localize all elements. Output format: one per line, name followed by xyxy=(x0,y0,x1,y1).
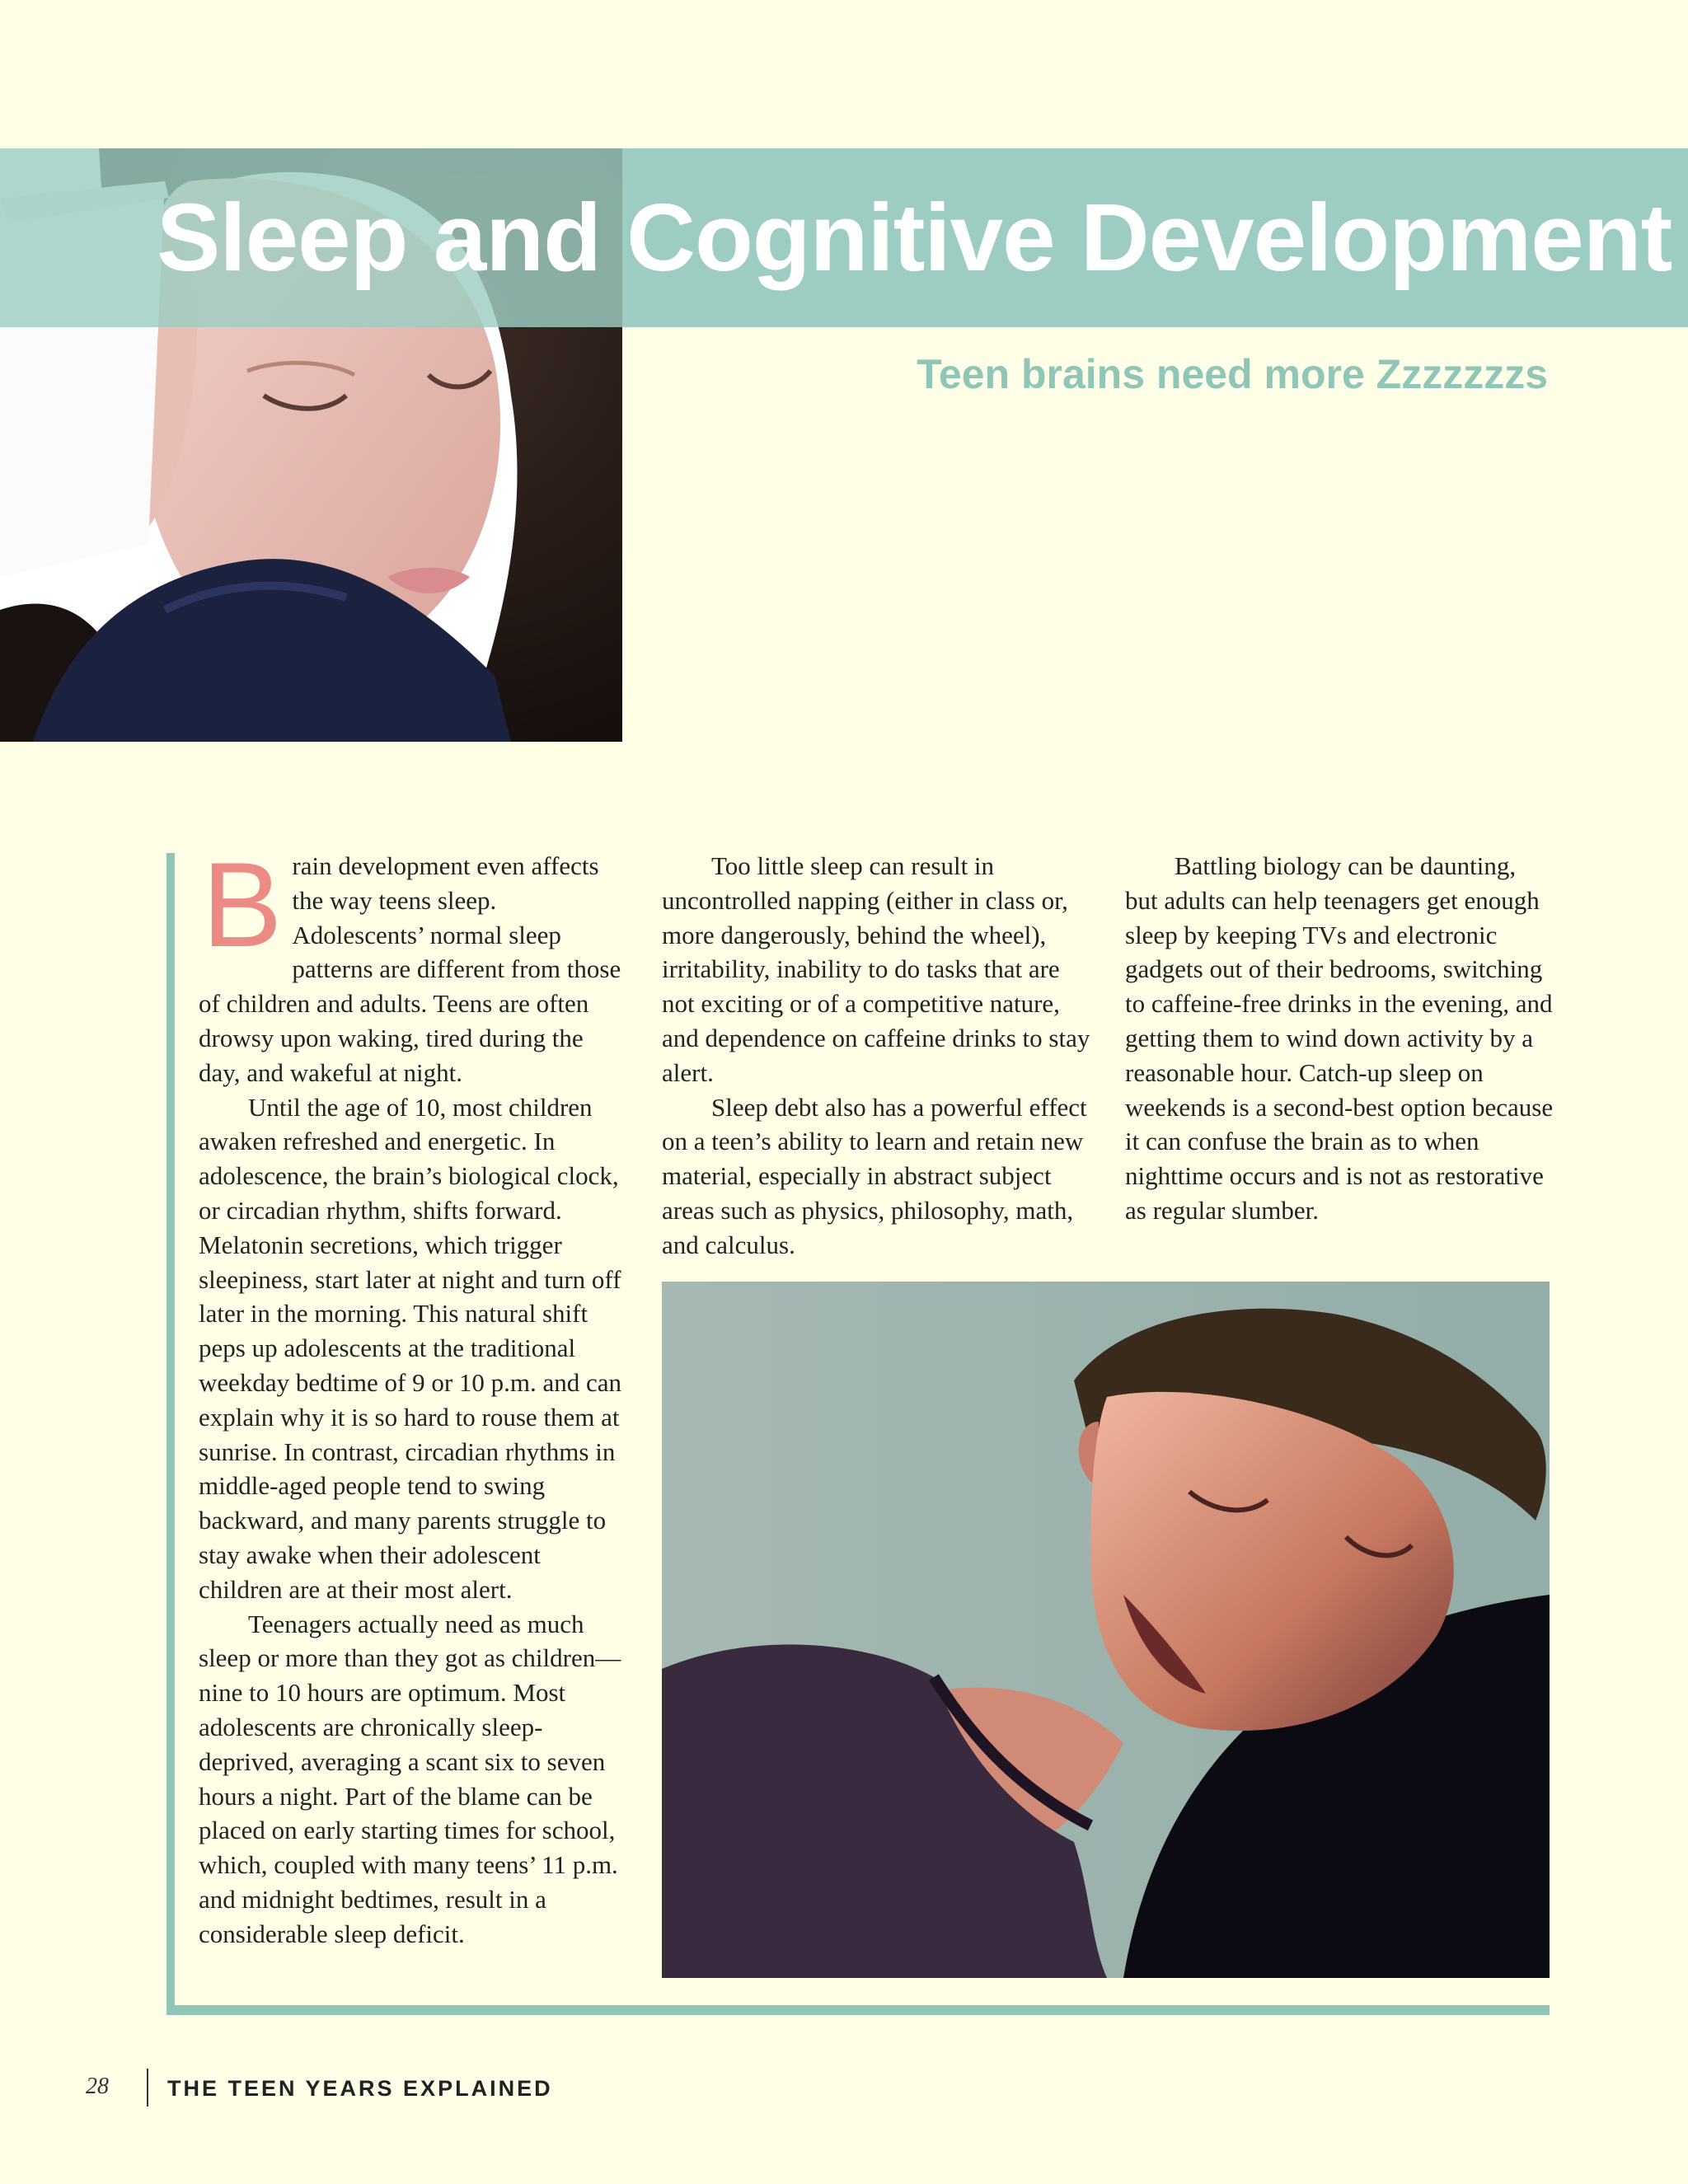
paragraph: Battling biology can be daunting, but adults can help teenagers get enough sleep by keeping TVs and electronic gadgets out of their bedrooms, switching to caffeine-free drinks in the evening, and getting them to wind down activity by a reasonable hour. Catch-up sleep on weekends is a second-best option because it can confuse the brain as to when nighttime occurs and is not as restorative as regular slumber. xyxy=(1125,851,1554,1225)
paragraph-text: rain development even affects the way teens sleep. Adolescents’ normal sleep patterns are different from those of children and adults. Teens are often drowsy upon waking, tired during the day, and wakeful at night. xyxy=(199,851,621,1087)
paragraph: Too little sleep can result in uncontrolled napping (either in class or, more dangerously, behind the wheel), irritability, inability to do tasks that are not exciting or of a competitive nature, and dependence on caffeine drinks to stay alert. xyxy=(662,851,1090,1087)
article-column-3 xyxy=(1125,849,1554,1228)
page-number: 28 xyxy=(86,2074,109,2099)
paragraph xyxy=(199,837,627,1090)
footer-divider xyxy=(147,2069,148,2107)
left-accent-rule xyxy=(166,853,175,2015)
paragraph: Until the age of 10, most children awaken refreshed and energetic. In adolescence, the brain’s biological clock, or circadian rhythm, shifts forward. Melatonin secretions, which trigger sleepiness, start later at night and turn off later in the morning. This natural shift peps up adolescents at the traditional weekday bedtime of 9 or 10 p.m. and can explain why it is so hard to rouse them at sunrise. In contrast, circadian rhythms in middle-aged people tend to swing backward, and many parents struggle to stay awake when their adolescent children are at their most alert. xyxy=(199,1092,622,1604)
page-title: Sleep and Cognitive Development xyxy=(157,184,1672,291)
article-column-1 xyxy=(199,837,627,1952)
paragraph: Teenagers actually need as much sleep or more than they got as children—nine to 10 hours are optimum. Most adolescents are chronically sleep-deprived, averaging a scant six to seven hours a night. Part of the blame can be placed on early starting times for school, which, coupled with many teens’ 11 p.m. and midnight bedtimes, result in a considerable sleep deficit. xyxy=(199,1609,621,1948)
article-column-2 xyxy=(662,849,1090,1263)
paragraph: Sleep debt also has a powerful effect on a teen’s ability to learn and retain new material, especially in abstract subject areas such as physics, philosophy, math, and calculus. xyxy=(662,1092,1087,1259)
boy-sleeping-photo xyxy=(662,1282,1550,1978)
book-title: THE TEEN YEARS EXPLAINED xyxy=(167,2076,553,2101)
dropcap: B xyxy=(202,837,283,972)
page-subtitle: Teen brains need more Zzzzzzzs xyxy=(917,351,1548,397)
bottom-accent-rule xyxy=(166,2005,1550,2015)
